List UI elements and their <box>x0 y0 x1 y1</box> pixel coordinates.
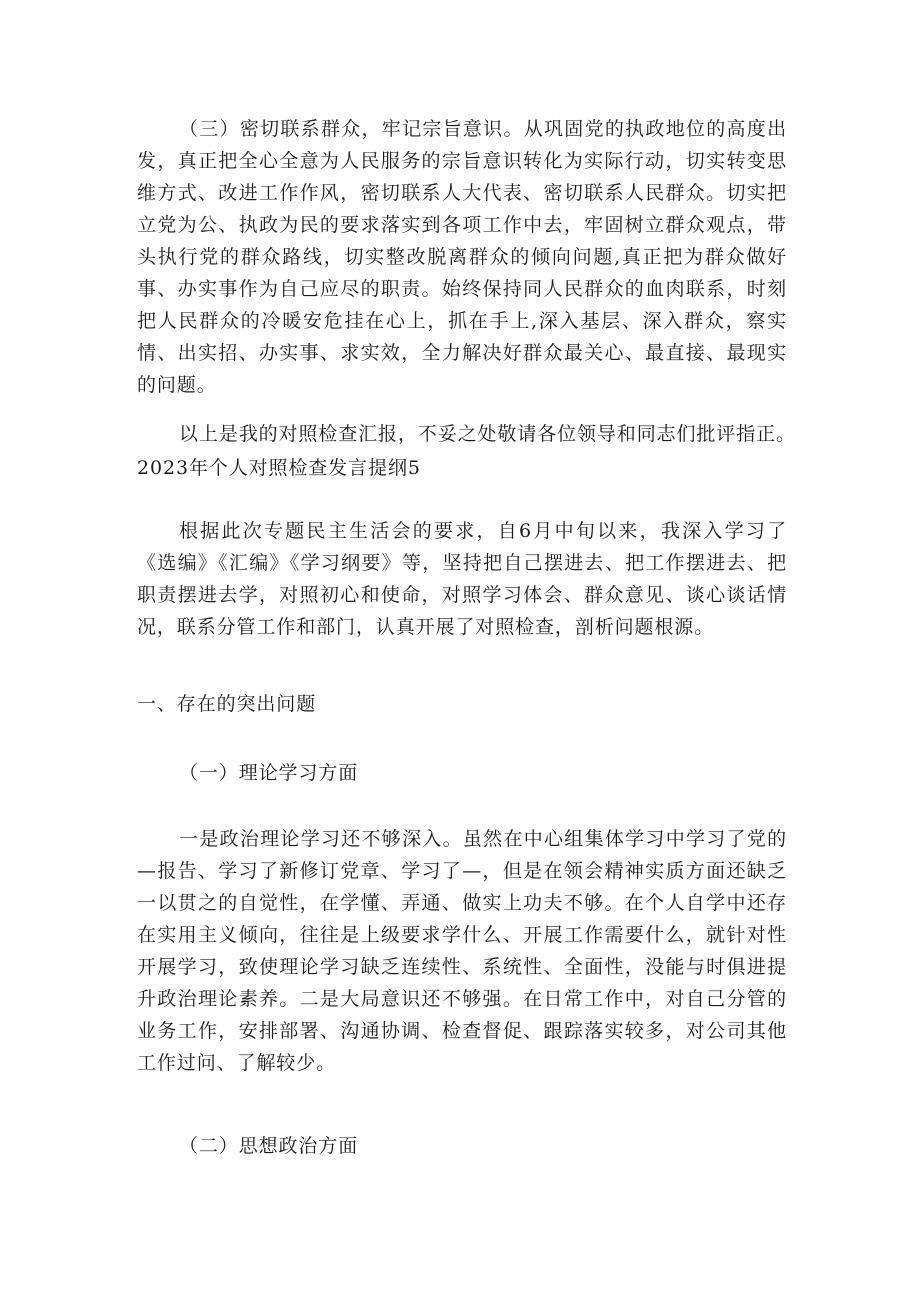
paragraph-section3: （三）密切联系群众，牢记宗旨意识。从巩固党的执政地位的高度出发，真正把全心全意为人民服务的宗旨意识转化为实际行动，切实转变思维方式、改进工作作风，密切联系人大代表、密切联系人民群众。切实把立党为公、执政为民的要求落实到各项工作中去，牢固树立群众观点，带头执行党的群众路线，切实整改脱离群众的倾向问题,真正把为群众做好事、办实事作为自己应尽的职责。始终保持同人民群众的血肉联系，时刻把人民群众的冷暖安危挂在心上，抓在手上,深入基层、深入群众，察实情、出实招、办实事、求实效，全力解决好群众最关心、最直接、最现实的问题。 <box>137 118 787 396</box>
subheading-politics: （二）思想政治方面 <box>179 1135 359 1157</box>
closing-statement: 以上是我的对照检查汇报，不妥之处敬请各位领导和同志们批评指正。 <box>179 423 796 445</box>
paragraph-theory: 一是政治理论学习还不够深入。虽然在中心组集体学习中学习了党的—报告、学习了新修订党章、学习了—，但是在领会精神实质方面还缺乏一以贯之的自觉性，在学懂、弄通、做实上功夫不够。在个人自学中还存在实用主义倾向，往往是上级要求学什么、开展工作需要什么，就针对性开展学习，致使理论学习缺乏连续性、系统性、全面性，没能与时俱进提升政治理论素养。二是大局意识还不够强。在日常工作中，对自己分管的业务工作，安排部署、沟通协调、检查督促、跟踪落实较多，对公司其他工作过问、了解较少。 <box>137 828 787 1074</box>
document-title: 2023年个人对照检查发言提纲5 <box>137 457 421 479</box>
paragraph-intro: 根据此次专题民主生活会的要求，自6月中旬以来，我深入学习了《选编》《汇编》《学习纲要》等，坚持把自己摆进去、把工作摆进去、把职责摆进去学，对照初心和使命，对照学习体会、群众意见、谈心谈话情况，联系分管工作和部门，认真开展了对照检查，剖析问题根源。 <box>137 520 787 638</box>
heading-problems: 一、存在的突出问题 <box>137 693 317 715</box>
subheading-theory: （一）理论学习方面 <box>179 762 359 784</box>
